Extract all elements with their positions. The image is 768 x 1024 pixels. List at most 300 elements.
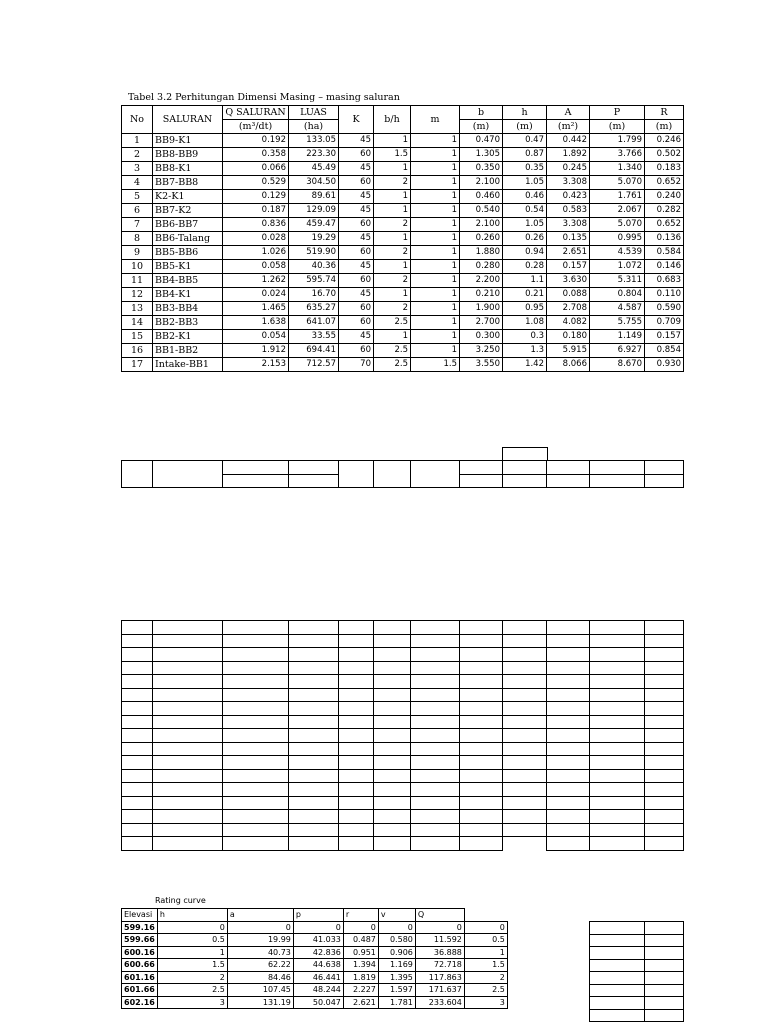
table-cell: 45: [339, 232, 374, 246]
rating-header-a: a: [227, 909, 293, 922]
empty-table-1: [121, 460, 684, 488]
table-cell: 70: [339, 358, 374, 372]
table-cell: 2.700: [460, 316, 503, 330]
rating-cell: 1.597: [378, 984, 415, 997]
table-cell: 2.100: [460, 176, 503, 190]
table-row: [122, 344, 684, 358]
rating-cell: 0.5: [157, 934, 227, 947]
table-cell: 0.709: [645, 316, 684, 330]
rating-row: [122, 971, 508, 984]
table-cell: 0.28: [503, 260, 547, 274]
table-cell: 0.054: [223, 330, 289, 344]
table-cell: 0.540: [460, 204, 503, 218]
table-row: [122, 232, 684, 246]
table-cell: 1.3: [503, 344, 547, 358]
table-cell: 8.066: [547, 358, 590, 372]
header-r: R: [645, 106, 684, 120]
table-cell: 2.153: [223, 358, 289, 372]
table-cell: 1.340: [590, 162, 645, 176]
table-cell: 0.652: [645, 176, 684, 190]
table-cell: 0.246: [645, 134, 684, 148]
table-cell: 0.584: [645, 246, 684, 260]
table-cell: 1: [411, 246, 460, 260]
table-cell: 9: [122, 246, 153, 260]
table-cell: 5.311: [590, 274, 645, 288]
table-cell: 8.670: [590, 358, 645, 372]
table-cell: 0.930: [645, 358, 684, 372]
table-cell: BB1-BB2: [153, 344, 223, 358]
rating-cell: 1.781: [378, 996, 415, 1009]
table-cell: 3.766: [590, 148, 645, 162]
table-cell: 6: [122, 204, 153, 218]
table-cell: 712.57: [289, 358, 339, 372]
rating-header-elevasi: Elevasi: [122, 909, 158, 922]
table-cell: 1: [411, 148, 460, 162]
rating-row: [122, 946, 508, 959]
rating-cell: 84.46: [227, 971, 293, 984]
table-cell: 0.066: [223, 162, 289, 176]
table-cell: 1: [374, 330, 411, 344]
table-cell: 45: [339, 204, 374, 218]
table-cell: 33.55: [289, 330, 339, 344]
table-cell: 60: [339, 148, 374, 162]
table-cell: 1: [411, 162, 460, 176]
table-cell: 89.61: [289, 190, 339, 204]
rating-cell: 44.638: [293, 959, 343, 972]
header-p: P: [590, 106, 645, 120]
table-cell: 1: [411, 260, 460, 274]
table-cell: 0.024: [223, 288, 289, 302]
table-cell: 3.550: [460, 358, 503, 372]
table-cell: 0.358: [223, 148, 289, 162]
rating-cell: 0: [157, 921, 227, 934]
rating-cell: 2.5: [157, 984, 227, 997]
rating-cell: 0.951: [343, 946, 378, 959]
table-cell: 0.95: [503, 302, 547, 316]
table-cell: 45: [339, 134, 374, 148]
table-cell: 694.41: [289, 344, 339, 358]
rating-curve-table: [121, 908, 508, 1009]
table-cell: 1: [411, 344, 460, 358]
table-cell: 3.630: [547, 274, 590, 288]
rating-row: [122, 959, 508, 972]
table-cell: 3: [122, 162, 153, 176]
table-cell: 133.05: [289, 134, 339, 148]
table-cell: 1: [374, 232, 411, 246]
table-cell: K2-K1: [153, 190, 223, 204]
table-row: [122, 246, 684, 260]
table-cell: 60: [339, 176, 374, 190]
table-cell: 0.187: [223, 204, 289, 218]
table-row: [122, 190, 684, 204]
header-bh: b/h: [374, 106, 411, 134]
table-cell: 0.180: [547, 330, 590, 344]
table-cell: 1.5: [411, 358, 460, 372]
rating-cell: 0: [227, 921, 293, 934]
header-q: Q SALURAN: [223, 106, 289, 120]
table-cell: 0.350: [460, 162, 503, 176]
table-cell: 0.94: [503, 246, 547, 260]
table-cell: 0.3: [503, 330, 547, 344]
table-cell: 0.502: [645, 148, 684, 162]
table-row: [122, 162, 684, 176]
table-cell: 14: [122, 316, 153, 330]
table-cell: BB2-K1: [153, 330, 223, 344]
table-cell: 1.026: [223, 246, 289, 260]
table-cell: 0.240: [645, 190, 684, 204]
table-cell: 1.799: [590, 134, 645, 148]
rating-cell: 1: [464, 946, 507, 959]
table-cell: 635.27: [289, 302, 339, 316]
table-cell: 4.082: [547, 316, 590, 330]
table-row: [122, 176, 684, 190]
header-no: No: [122, 106, 153, 134]
table-cell: BB2-BB3: [153, 316, 223, 330]
rating-cell: 117.863: [415, 971, 464, 984]
rating-cell: 0: [343, 921, 378, 934]
table-cell: 1.072: [590, 260, 645, 274]
rating-cell: 19.99: [227, 934, 293, 947]
rating-cell: 48.244: [293, 984, 343, 997]
rating-cell: 40.73: [227, 946, 293, 959]
table-row: [122, 316, 684, 330]
table-cell: 0.652: [645, 218, 684, 232]
rating-cell: 1.395: [378, 971, 415, 984]
rating-row: [122, 921, 508, 934]
header-m: m: [411, 106, 460, 134]
table-cell: 1: [374, 204, 411, 218]
rating-header-v: v: [378, 909, 415, 922]
table-cell: Intake-BB1: [153, 358, 223, 372]
table-cell: 0.804: [590, 288, 645, 302]
table-row: [122, 148, 684, 162]
table-cell: 1: [374, 260, 411, 274]
table-cell: 0.028: [223, 232, 289, 246]
rating-row: [122, 934, 508, 947]
table-cell: 16: [122, 344, 153, 358]
table-cell: 5.070: [590, 218, 645, 232]
table-cell: 0.590: [645, 302, 684, 316]
table-cell: 1: [411, 204, 460, 218]
table-cell: 2: [374, 274, 411, 288]
table-cell: BB3-BB4: [153, 302, 223, 316]
table-cell: 45: [339, 260, 374, 274]
table-cell: BB8-K1: [153, 162, 223, 176]
rating-row: [122, 984, 508, 997]
table-cell: 1.08: [503, 316, 547, 330]
table-row: [122, 274, 684, 288]
table-cell: 2.100: [460, 218, 503, 232]
rating-cell: 0.5: [464, 934, 507, 947]
rating-cell: 1.5: [157, 959, 227, 972]
table-cell: 1: [411, 288, 460, 302]
header-a: A: [547, 106, 590, 120]
rating-cell: 599.66: [122, 934, 158, 947]
side-empty-table: [589, 921, 684, 1022]
table-cell: BB4-BB5: [153, 274, 223, 288]
rating-title: Rating curve: [155, 896, 206, 905]
table-cell: 1: [411, 274, 460, 288]
table-cell: 11: [122, 274, 153, 288]
rating-cell: 0: [415, 921, 464, 934]
rating-cell: 0: [378, 921, 415, 934]
table-cell: 1.1: [503, 274, 547, 288]
table-cell: 0.442: [547, 134, 590, 148]
table-cell: 1: [411, 330, 460, 344]
table-cell: 1.5: [374, 148, 411, 162]
table-cell: 19.29: [289, 232, 339, 246]
rating-cell: 0.487: [343, 934, 378, 947]
table-cell: 0.157: [547, 260, 590, 274]
table-cell: 129.09: [289, 204, 339, 218]
empty-table-2: [121, 620, 684, 851]
table-cell: 1: [374, 190, 411, 204]
table-row: [122, 134, 684, 148]
header-b: b: [460, 106, 503, 120]
rating-cell: 46.441: [293, 971, 343, 984]
table-row: [122, 330, 684, 344]
table-cell: 1: [411, 176, 460, 190]
table-cell: 0.157: [645, 330, 684, 344]
table-cell: 1.05: [503, 176, 547, 190]
table-cell: 0.192: [223, 134, 289, 148]
table-cell: 2.200: [460, 274, 503, 288]
header-luas-unit: (ha): [289, 120, 339, 134]
table-cell: BB5-K1: [153, 260, 223, 274]
table-cell: 1.900: [460, 302, 503, 316]
header-h: h: [503, 106, 547, 120]
table-cell: 60: [339, 246, 374, 260]
table-cell: 1.880: [460, 246, 503, 260]
table-cell: 17: [122, 358, 153, 372]
table-cell: BB6-Talang: [153, 232, 223, 246]
header-p-unit: (m): [590, 120, 645, 134]
table-cell: 10: [122, 260, 153, 274]
table-cell: 3.308: [547, 176, 590, 190]
rating-cell: 0: [464, 921, 507, 934]
table-cell: 45: [339, 162, 374, 176]
table-cell: 2.5: [374, 344, 411, 358]
rating-cell: 1.169: [378, 959, 415, 972]
table-cell: 0.35: [503, 162, 547, 176]
table-cell: 0.683: [645, 274, 684, 288]
table-row: [122, 302, 684, 316]
table-cell: 0.46: [503, 190, 547, 204]
table-cell: 2: [374, 218, 411, 232]
table-cell: 1: [411, 134, 460, 148]
rating-cell: 0: [293, 921, 343, 934]
rating-row: [122, 996, 508, 1009]
table-cell: 519.90: [289, 246, 339, 260]
table-cell: 1.761: [590, 190, 645, 204]
rating-cell: 601.66: [122, 984, 158, 997]
rating-cell: 1.819: [343, 971, 378, 984]
table-cell: 0.300: [460, 330, 503, 344]
table-cell: 5: [122, 190, 153, 204]
table-cell: 0.26: [503, 232, 547, 246]
table-cell: 0.110: [645, 288, 684, 302]
table-cell: BB5-BB6: [153, 246, 223, 260]
table-cell: 0.136: [645, 232, 684, 246]
table-cell: 1.912: [223, 344, 289, 358]
rating-cell: 62.22: [227, 959, 293, 972]
rating-cell: 600.16: [122, 946, 158, 959]
table-cell: 304.50: [289, 176, 339, 190]
table-cell: 12: [122, 288, 153, 302]
table-cell: 1: [411, 232, 460, 246]
table-cell: 4.539: [590, 246, 645, 260]
table-cell: 0.54: [503, 204, 547, 218]
rating-cell: 41.033: [293, 934, 343, 947]
rating-cell: 2.621: [343, 996, 378, 1009]
table-cell: 1.149: [590, 330, 645, 344]
header-k: K: [339, 106, 374, 134]
table-cell: 1.305: [460, 148, 503, 162]
table-cell: 2: [374, 302, 411, 316]
table-cell: 60: [339, 316, 374, 330]
table-cell: 1: [122, 134, 153, 148]
table-cell: 4: [122, 176, 153, 190]
table-cell: 1.05: [503, 218, 547, 232]
rating-cell: 72.718: [415, 959, 464, 972]
table-cell: 0.210: [460, 288, 503, 302]
rating-header-q: Q: [415, 909, 464, 922]
rating-header-p: p: [293, 909, 343, 922]
table-cell: 60: [339, 344, 374, 358]
table-cell: 40.36: [289, 260, 339, 274]
table-cell: 2.067: [590, 204, 645, 218]
table-cell: 0.280: [460, 260, 503, 274]
table-cell: 1.638: [223, 316, 289, 330]
empty-cell: [502, 447, 548, 461]
table-caption: Tabel 3.2 Perhitungan Dimensi Masing – masing saluran: [128, 92, 400, 103]
table-cell: 0.135: [547, 232, 590, 246]
table-cell: 0.282: [645, 204, 684, 218]
table-cell: 0.47: [503, 134, 547, 148]
table-cell: 0.460: [460, 190, 503, 204]
table-cell: 0.183: [645, 162, 684, 176]
table-cell: 1.465: [223, 302, 289, 316]
table-cell: 45: [339, 190, 374, 204]
channel-dimension-table: [121, 105, 684, 372]
table-cell: 13: [122, 302, 153, 316]
rating-cell: 3: [157, 996, 227, 1009]
table-cell: 0.423: [547, 190, 590, 204]
table-cell: 0.146: [645, 260, 684, 274]
table-row: [122, 218, 684, 232]
table-cell: BB9-K1: [153, 134, 223, 148]
rating-cell: 107.45: [227, 984, 293, 997]
header-q-unit: (m³/dt): [223, 120, 289, 134]
table-cell: 7: [122, 218, 153, 232]
table-cell: 595.74: [289, 274, 339, 288]
table-cell: 60: [339, 274, 374, 288]
table-cell: BB7-BB8: [153, 176, 223, 190]
rating-cell: 601.16: [122, 971, 158, 984]
table-cell: 45: [339, 288, 374, 302]
header-a-unit: (m²): [547, 120, 590, 134]
rating-cell: 131.19: [227, 996, 293, 1009]
rating-cell: 1.394: [343, 959, 378, 972]
table-cell: 6.927: [590, 344, 645, 358]
rating-cell: 42.836: [293, 946, 343, 959]
table-cell: 0.583: [547, 204, 590, 218]
rating-cell: 0.906: [378, 946, 415, 959]
table-cell: 641.07: [289, 316, 339, 330]
table-cell: 0.995: [590, 232, 645, 246]
header-h-unit: (m): [503, 120, 547, 134]
table-cell: BB8-BB9: [153, 148, 223, 162]
table-cell: 0.260: [460, 232, 503, 246]
table-cell: 60: [339, 302, 374, 316]
table-cell: 2: [122, 148, 153, 162]
rating-header-h: h: [157, 909, 227, 922]
rating-cell: 171.637: [415, 984, 464, 997]
table-cell: 1: [411, 190, 460, 204]
table-cell: 0.245: [547, 162, 590, 176]
table-cell: 4.587: [590, 302, 645, 316]
table-cell: 5.915: [547, 344, 590, 358]
table-cell: 2: [374, 176, 411, 190]
rating-cell: 1.5: [464, 959, 507, 972]
table-cell: 15: [122, 330, 153, 344]
table-cell: 45.49: [289, 162, 339, 176]
table-cell: 5.755: [590, 316, 645, 330]
table-cell: 3.250: [460, 344, 503, 358]
table-cell: 0.21: [503, 288, 547, 302]
rating-cell: 1: [157, 946, 227, 959]
table-row: [122, 204, 684, 218]
table-cell: 0.129: [223, 190, 289, 204]
table-cell: 2.708: [547, 302, 590, 316]
table-cell: 1: [374, 162, 411, 176]
rating-cell: 2.5: [464, 984, 507, 997]
table-cell: 459.47: [289, 218, 339, 232]
table-cell: BB7-K2: [153, 204, 223, 218]
table-cell: 1: [411, 218, 460, 232]
table-cell: 3.308: [547, 218, 590, 232]
rating-cell: 11.592: [415, 934, 464, 947]
table-row: [122, 288, 684, 302]
header-r-unit: (m): [645, 120, 684, 134]
table-cell: 0.87: [503, 148, 547, 162]
rating-cell: 599.16: [122, 921, 158, 934]
rating-cell: 233.604: [415, 996, 464, 1009]
header-luas: LUAS: [289, 106, 339, 120]
rating-cell: 600.66: [122, 959, 158, 972]
table-cell: 45: [339, 330, 374, 344]
table-cell: 5.070: [590, 176, 645, 190]
header-b-unit: (m): [460, 120, 503, 134]
table-cell: 1: [374, 134, 411, 148]
table-cell: 1.892: [547, 148, 590, 162]
table-cell: 2.5: [374, 316, 411, 330]
table-cell: 1: [411, 316, 460, 330]
table-cell: 0.836: [223, 218, 289, 232]
table-cell: 8: [122, 232, 153, 246]
rating-cell: 50.047: [293, 996, 343, 1009]
table-cell: 0.058: [223, 260, 289, 274]
table-cell: 1: [374, 288, 411, 302]
rating-cell: 2: [157, 971, 227, 984]
table-row: [122, 358, 684, 372]
rating-cell: 2.227: [343, 984, 378, 997]
table-cell: 1.262: [223, 274, 289, 288]
table-cell: 0.470: [460, 134, 503, 148]
table-cell: 2.651: [547, 246, 590, 260]
table-cell: 0.854: [645, 344, 684, 358]
table-cell: 0.088: [547, 288, 590, 302]
